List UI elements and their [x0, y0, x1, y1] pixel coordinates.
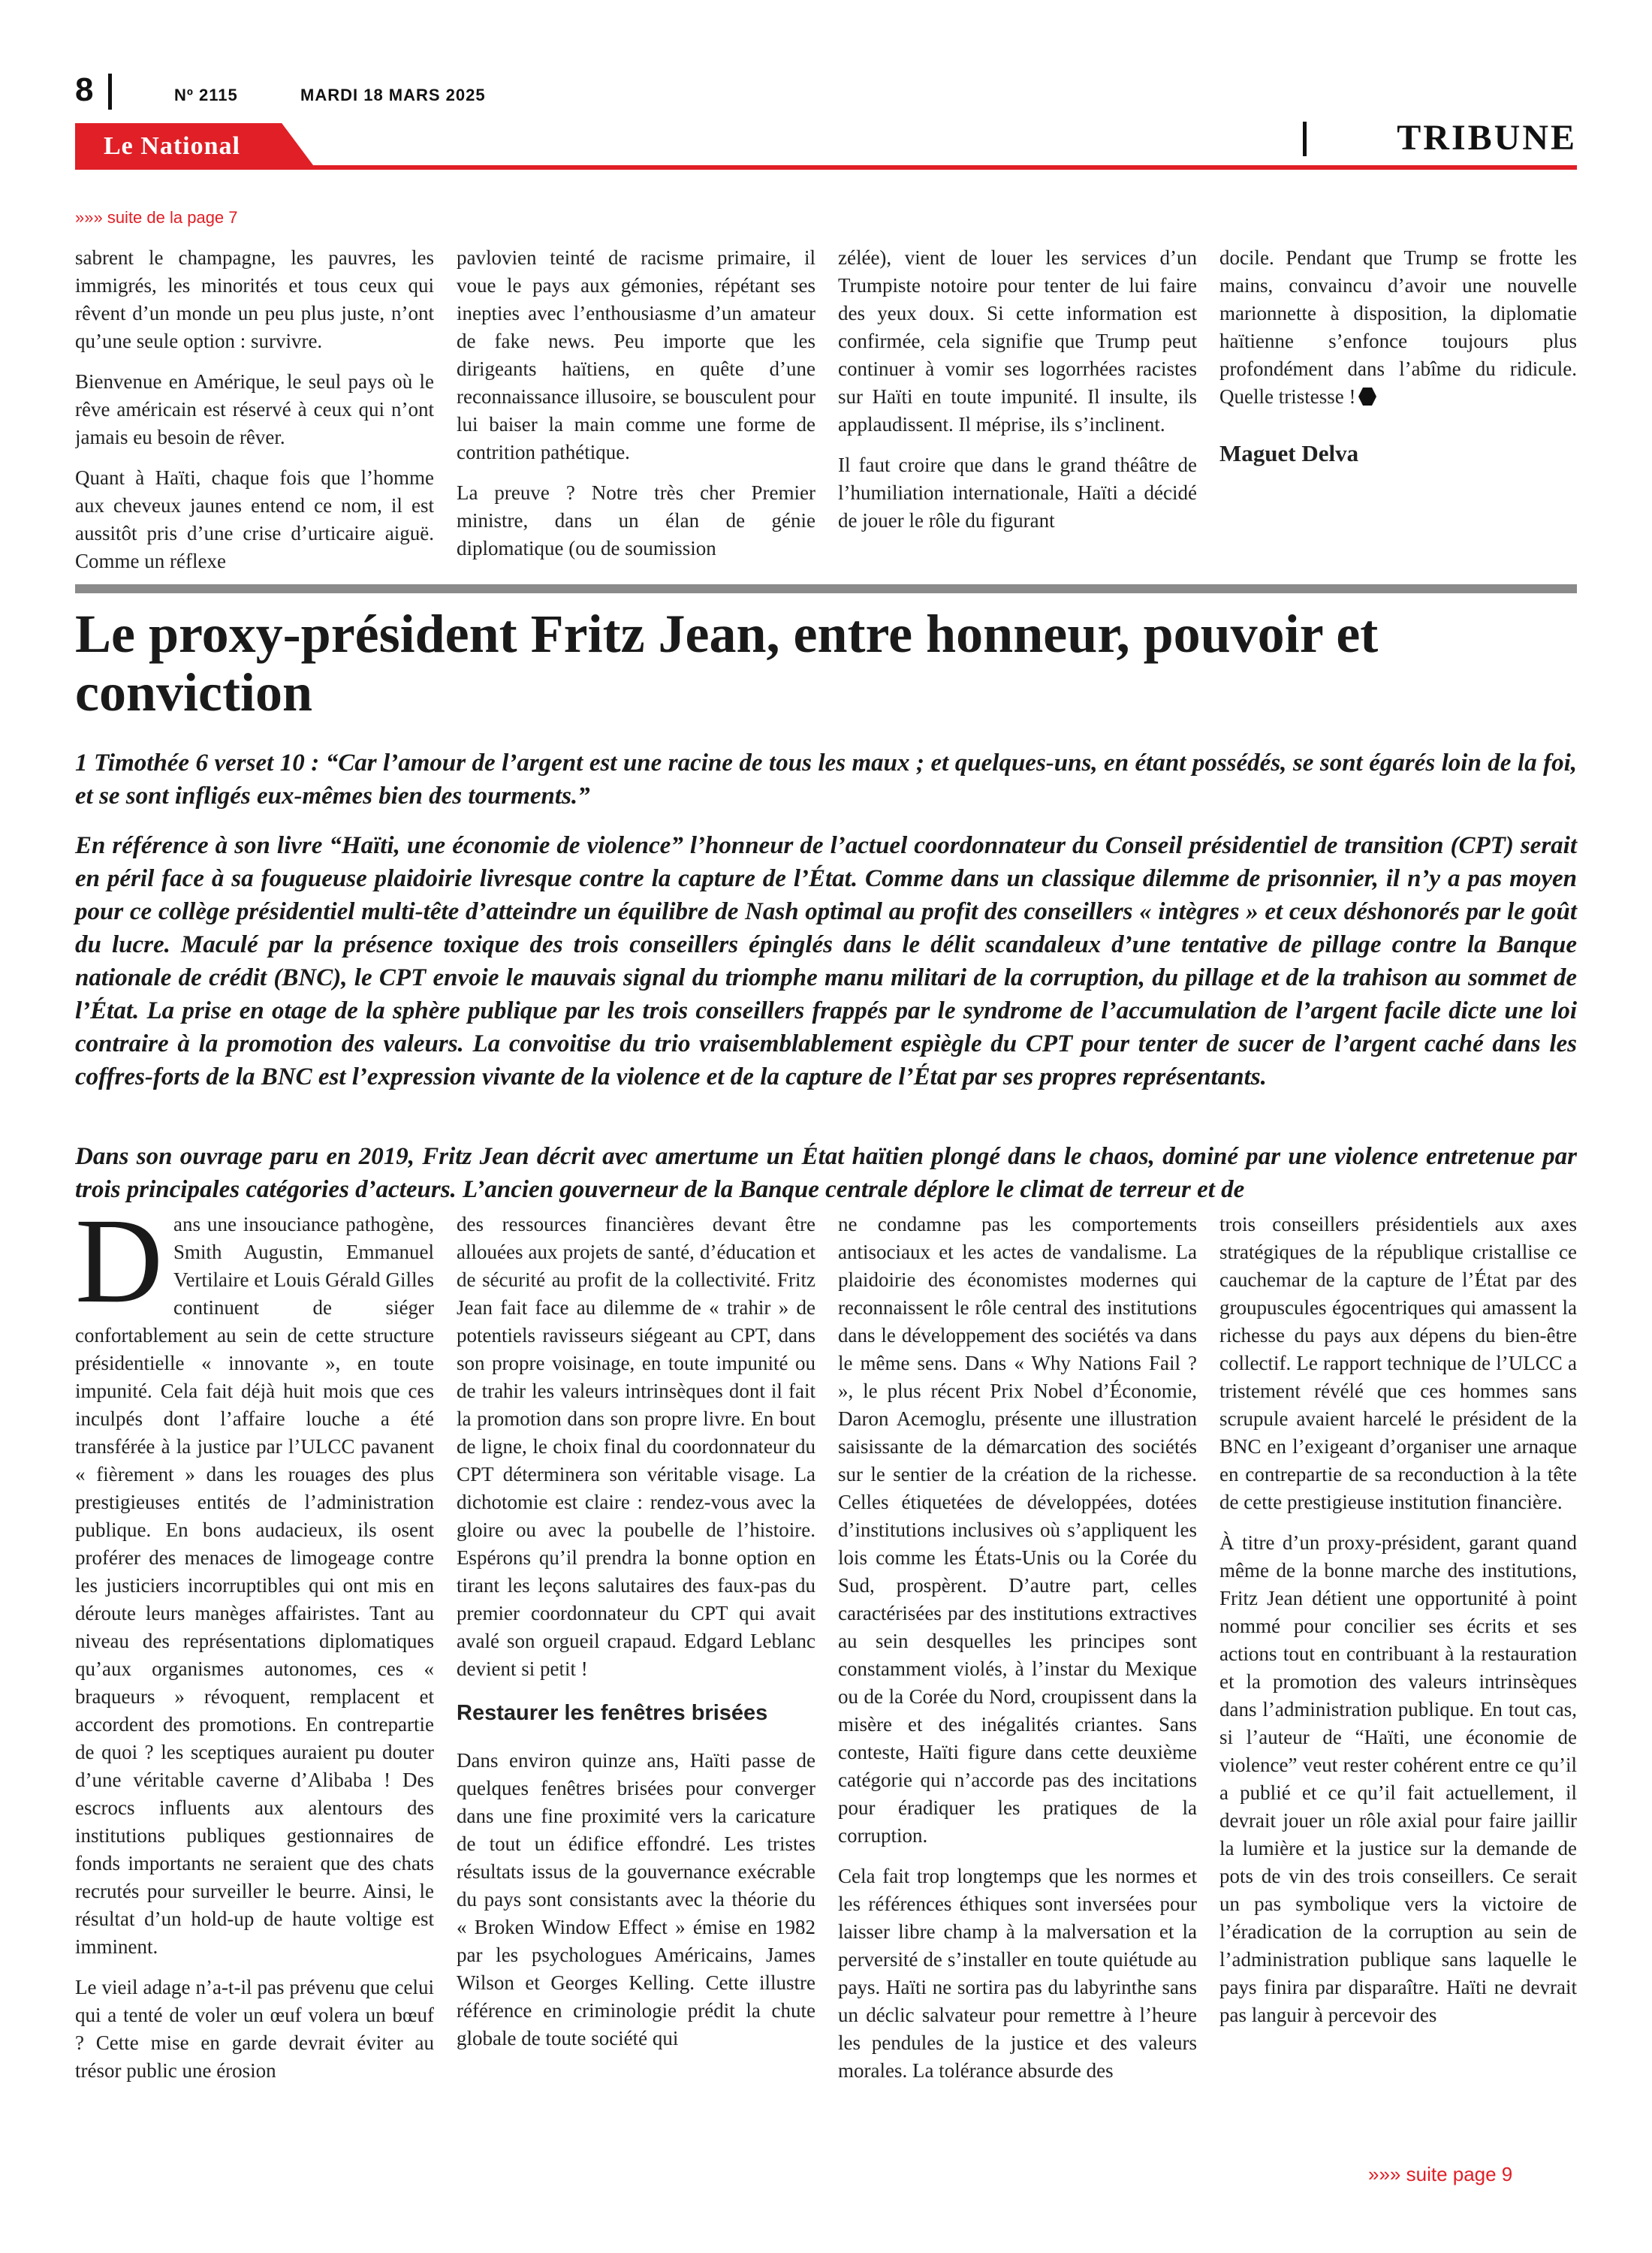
paragraph: zélée), vient de louer les services d’un Trumpiste notoire pour tenter de lui faire des yeux doux. Si cette information est confirmée, cela signifie que Trump peut continuer à vomir ses logorrhées racistes sur Haïti en toute impunité. Il insulte, ils applaudissent. Il méprise, ils s’inclinent.: [838, 246, 1197, 436]
top-column-3: [838, 244, 1197, 575]
paragraph: Cela fait trop longtemps que les normes et les références éthiques sont inversées pour laisser libre champ à la malversation et la perversité de s’installer en toute quiétude au pays. Haïti ne sortira pas du labyrinthe sans un déclic salvateur pour remettre à l’heure les pendules de la justice et des valeurs morales. La tolérance absurde des: [838, 1865, 1197, 2082]
paragraph: sabrent le champagne, les pauvres, les immigrés, les minorités et tous ceux qui rêvent d’un monde un peu plus juste, n’ont qu’une seule option : survivre.: [75, 246, 434, 352]
page-number-divider: [108, 74, 112, 110]
drop-cap: D: [75, 1211, 163, 1329]
paragraph: La preuve ? Notre très cher Premier ministre, dans un élan de génie diplomatique (ou de soumission: [457, 481, 815, 559]
subheading: Restaurer les fenêtres brisées: [457, 1701, 768, 1725]
article-lead: En référence à son livre “Haïti, une économie de violence” l’honneur de l’actuel coordonnateur du Conseil présidentiel de transition (CPT) serait en péril face à sa fougueuse plaidoirie livresque contre la capture de l’État. Comme dans un classique dilemme de prisonnier, il n’y a pas moyen pour ce collège présidentiel multi-tête d’atteindre un équilibre de Nash optimal au profit des conseillers « intègres » et ceux déshonorés par le goût du lucre. Maculé par la présence toxique des trois conseillers épinglés dans le délit scandaleux d’une tentative de pillage contre la Banque nationale de crédit (BNC), le CPT envoie le mauvais signal du triomphe manu militari de la corruption, du pillage et de la trahison au sommet de l’État. La prise en otage de la sphère publique par les trois conseillers frappés par le syndrome de l’accumulation de l’argent facile dicte une loi contraire à la promotion des valeurs. La convoitise du trio vraisemblablement espiègle du CPT pour tenter de sucer de l’argent caché dans les coffres-forts de la BNC est l’expression vivante de la violence et de la capture de l’État par ses propres représentants.: [75, 832, 1577, 1090]
paragraph: trois conseillers présidentiels aux axes stratégiques de la république cristallise ce cauchemar de la capture de l’État par des groupuscules égocentriques qui amassent la richesse du pays aux dépens du bien-être collectif. Le rapport technique de l’ULCC a tristement révélé que ces hommes sans scrupule avaient harcelé le président de la BNC en l’exigeant d’organiser une arnaque en contrepartie de sa reconduction à la tête de cette prestigieuse institution financière.: [1219, 1213, 1577, 1513]
paragraph: Bienvenue en Amérique, le seul pays où le rêve américain est réservé à ceux qui n’ont jamais eu besoin de rêver.: [75, 370, 434, 448]
paragraph: des ressources financières devant être allouées aux projets de santé, d’éducation et de sécurité au profit de la collectivité. Fritz Jean fait face au dilemme de « trahir » de potentiels ravisseurs siégeant au CPT, dans son propre voisinage, en toute impunité ou de trahir les valeurs intrinsèques dont il fait la promotion dans son propre livre. En bout de ligne, le choix final du coordonnateur du CPT déterminera son véritable visage. La dichotomie est claire : rendez-vous avec la gloire ou avec la poubelle de l’histoire. Espérons qu’il prendra la bonne option en tirant les leçons salutaires des faux-pas du premier coordonnateur du CPT qui avait avalé son orgueil crapaud. Edgard Leblanc devient si petit !: [457, 1213, 815, 1680]
top-column-4: [1219, 244, 1577, 575]
paragraph: Quant à Haïti, chaque fois que l’homme aux cheveux jaunes entend ce nom, il est aussitôt pris d’une crise d’urticaire aiguë. Comme un réflexe: [75, 466, 434, 572]
paragraph: ne condamne pas les comportements antisociaux et les actes de vandalisme. La plaidoirie des économistes modernes qui reconnaissent le rôle central des institutions dans le développement des sociétés va dans le même sens. Dans « Why Nations Fail ? », le plus récent Prix Nobel d’Économie, Daron Acemoglu, présente une illustration saisissante de la démarcation des sociétés sur le sentier de la création de la richesse. Celles étiquetées de développées, dotées d’institutions inclusives où s’appliquent les lois comme les États-Unis ou la Corée du Sud, prospèrent. D’autre part, celles caractérisées par des institutions extractives au sein desquelles les principes sont constamment violés, à l’instar du Mexique ou de la Corée du Nord, croupissent dans la misère et des inégalités criantes. Sans conteste, Haïti figure dans cette deuxième catégorie qui n’accorde pas des incitations pour éradiquer les pratiques de la corruption.: [838, 1213, 1197, 1847]
top-column-1: [75, 244, 434, 575]
brand-tab: [75, 123, 315, 168]
body-column-1: [75, 1211, 434, 2149]
paragraph: Dans environ quinze ans, Haïti passe de quelques fenêtres brisées pour converger dans une fine proximité vers la caricature de tout un édifice effondré. Les tristes résultats issus de la gouvernance exécrable du pays sont consistants avec la théorie du « Broken Window Effect » émise en 1982 par les psychologues Américains, James Wilson et Georges Kelling. Cette illustre référence en criminologie prédit la chute globale de toute société qui: [457, 1749, 815, 2049]
body-column-2: [457, 1211, 815, 2149]
paragraph: [1219, 244, 1577, 411]
section-title: TRIBUNE: [1397, 118, 1577, 158]
article-lead-2: Dans son ouvrage paru en 2019, Fritz Jean décrit avec amertume un État haïtien plongé dans le chaos, dominé par une violence entretenue par trois principales catégories d’acteurs. L’ancien gouverneur de la Banque centrale déplore le climat de terreur et de: [75, 1143, 1577, 1203]
header-red-rule: [75, 165, 1577, 170]
issue-number: Nº 2115: [174, 86, 238, 104]
paragraph: Il faut croire que dans le grand théâtre de l’humiliation internationale, Haïti a décidé de jouer le rôle du figurant: [838, 454, 1197, 532]
author-byline: Maguet Delva: [1219, 440, 1359, 466]
paragraph: pavlovien teinté de racisme primaire, il voue le pays aux gémonies, répétant ses inepties avec l’enthousiasme d’un amateur de fake news. Peu importe que les dirigeants haïtiens, en quête d’une reconnaissance illusoire, se bousculent pour lui baiser la main comme une forme de contrition pathétique.: [457, 246, 815, 463]
section-divider: [1303, 122, 1307, 156]
end-of-article-icon: [1358, 387, 1377, 406]
paragraph: À titre d’un proxy-président, garant quand même de la bonne marche des institutions, Fritz Jean détient une opportunité à point nommé pour concilier ses écrits et ses actions tout en contribuant à la restauration et la promotion des valeurs intrinsèques dans l’administration publique. En tout cas, si l’auteur de “Haïti, une économie de violence” veut rester cohérent entre ce qu’il a publié et ce qu’il fait actuellement, il devrait jouer un rôle axial pour faire jaillir la lumière et la justice sur la demande de pots de vin des trois conseillers. Ce serait un pas symbolique vers la victoire de l’éradication de la corruption au sein de l’administration publique sans laquelle le pays finira par disparaître. Haïti ne devrait pas languir à percevoir des: [1219, 1531, 1577, 2026]
body-column-4: [1219, 1211, 1577, 2149]
top-column-2: [457, 244, 815, 575]
continued-to: »»» suite page 9: [1368, 2163, 1513, 2185]
paragraph: [75, 1211, 434, 1961]
paragraph: Le vieil adage n’a-t-il pas prévenu que celui qui a tenté de voler un œuf volera un bœuf ? Cette mise en garde devrait éviter au trésor public une érosion: [75, 1976, 434, 2082]
page-number: 8: [75, 71, 94, 108]
article-separator: [75, 584, 1577, 593]
paragraph-text: docile. Pendant que Trump se frotte les mains, convaincu d’avoir une nouvelle marionnette à disposition, la diplomatie haïtienne s’enfonce toujours plus profondément dans l’abîme du ridicule. Quelle tristesse !: [1219, 246, 1577, 408]
article-epigraph: 1 Timothée 6 verset 10 : “Car l’amour de l’argent est une racine de tous les maux ; et quelques-uns, en étant possédés, se sont égarés loin de la foi, et se sont infligés eux-mêmes bien des tourments.”: [75, 749, 1577, 810]
body-column-3: [838, 1211, 1197, 2149]
brand-logo: Le National: [104, 132, 240, 160]
paragraph-text: ans une insouciance pathogène, Smith Augustin, Emmanuel Vertilaire et Louis Gérald Gilles continuent de siéger confortablement au sein de cette structure présidentielle « innovante », en toute impunité. Cela fait déjà huit mois que ces inculpés dont l’affaire louche a été transférée à la justice par l’ULCC pavanent « fièrement » dans les rouages des plus prestigieuses entités de l’administration publique. En bons audacieux, ils osent proférer des menaces de limogeage contre les justiciers incorruptibles qui ont mis en déroute leurs manèges affairistes. Tant au niveau des représentations diplomatiques qu’aux organismes autonomes, ces « braqueurs » révoquent, remplacent et accordent des promotions. En contrepartie de quoi ? les sceptiques auraient pu douter d’une véritable caverne d’Alibaba ! Des escrocs influents aux alentours des institutions publiques gestionnaires de fonds importants ne seraient que des chats recrutés pour surveiller le beurre. Ainsi, le résultat d’un hold-up de haute voltige est imminent.: [75, 1213, 434, 1958]
article-headline: Le proxy-président Fritz Jean, entre honneur, pouvoir et conviction: [75, 604, 1379, 722]
issue-date: MARDI 18 MARS 2025: [300, 86, 486, 104]
continued-from: »»» suite de la page 7: [75, 208, 238, 227]
